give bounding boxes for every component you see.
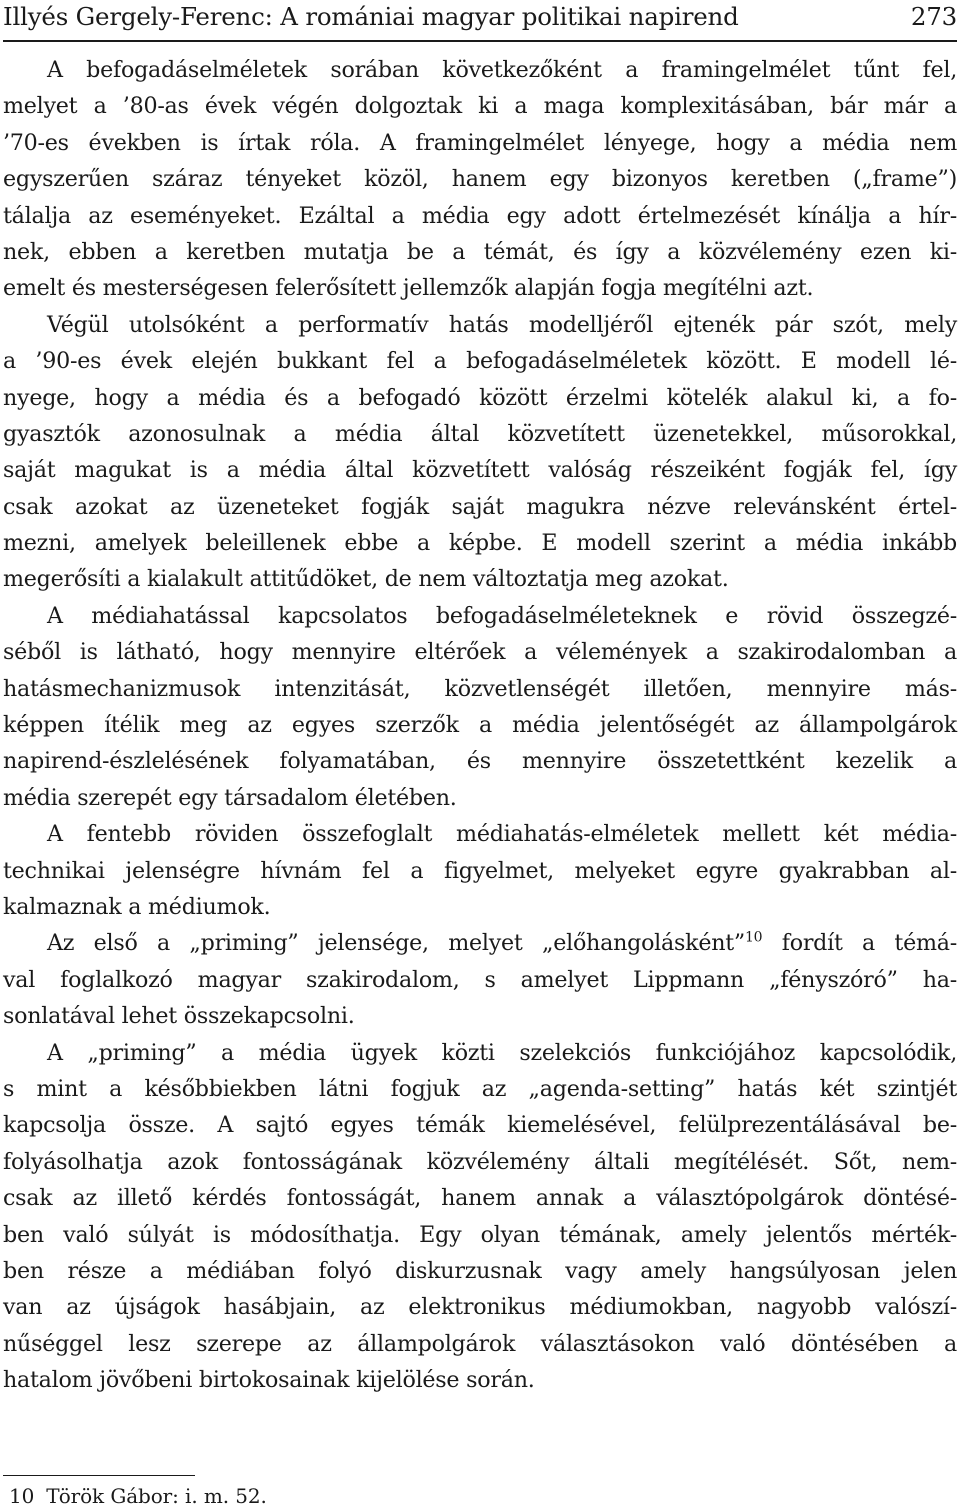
text-line: napirend-észlelésének folyamatában, és mennyire összetettként kezelik a (3, 748, 957, 775)
footnote (9, 1483, 267, 1509)
text-line: van az újságok hasábjain, az elektronikus médiumokban, nagyobb valószí- (3, 1294, 957, 1321)
footnote-reference[interactable]: 10 (745, 929, 763, 946)
text-line: egyszerűen száraz tényeket közöl, hanem egy bizonyos keretben („frame”) (3, 166, 957, 193)
text-line: A médiahatással kapcsolatos befogadáselméleteknek e rövid összegzé- (47, 602, 957, 629)
text-line-part: Az első a „priming” jelensége, melyet „előhangolásként” (47, 930, 746, 957)
text-line: nek, ebben a keretben mutatja be a témát, és így a közvélemény ezen ki- (3, 238, 957, 265)
text-line: saját magukat is a média által közvetített valóság részeiként fogják fel, így (3, 457, 957, 484)
text-line: hatalom jövőbeni birtokosainak kijelölése során. (3, 1367, 535, 1394)
text-line: képpen ítélik meg az egyes szerzők a média jelentőségét az állampolgárok (3, 712, 957, 739)
text-line: a ’90-es évek elején bukkant fel a befogadáselméletek között. E modell lé- (3, 348, 957, 375)
text-line-with-footnote-ref (3, 925, 957, 961)
text-line: nyege, hogy a média és a befogadó között érzelmi kötelék alakul ki, a fo- (3, 384, 957, 411)
text-line: kalmaznak a médiumok. (3, 893, 271, 920)
text-line: mezni, amelyek beleillenek ebbe a képbe. E modell szerint a média inkább (3, 530, 957, 557)
text-line: technikai jelenségre hívnám fel a figyelmet, melyeket egyre gyakrabban al- (3, 857, 957, 884)
footnote-number: 10 (9, 1484, 35, 1508)
text-line: val foglalkozó magyar szakirodalom, s amelyet Lippmann „fényszóró” ha- (3, 966, 957, 993)
text-line: hatásmechanizmusok intenzitását, közvetlenségét illetően, mennyire más- (3, 675, 957, 702)
text-line: ben való súlyát is módosíthatja. Egy olyan témának, amely jelentős mérték- (3, 1221, 957, 1248)
text-line: ben része a médiában folyó diskurzusnak vagy amely hangsúlyosan jelen (3, 1257, 957, 1284)
document-page (3, 0, 957, 1510)
text-line-part: fordít a témá- (762, 930, 957, 957)
text-line: melyet a ’80-as évek végén dolgoztak ki a maga komplexitásában, bár már a (3, 93, 957, 120)
text-line: ’70-es években is írtak róla. A framingelmélet lényege, hogy a média nem (3, 129, 957, 156)
text-line: s mint a későbbiekben látni fogjuk az „agenda-setting” hatás két szintjét (3, 1075, 957, 1102)
text-line: A fentebb röviden összefoglalt médiahatás-elméletek mellett két média- (47, 821, 957, 848)
footnote-text: Török Gábor: i. m. 52. (46, 1484, 267, 1508)
text-line: sonlatával lehet összekapcsolni. (3, 1003, 355, 1030)
text-line: A „priming” a média ügyek közti szelekciós funkciójához kapcsolódik, (47, 1039, 957, 1066)
text-line: gyasztók azonosulnak a média által közvetített üzenetekkel, műsorokkal, (3, 420, 957, 447)
text-line: csak az illető kérdés fontosságát, hanem annak a választópolgárok döntésé- (3, 1185, 957, 1212)
running-header-title: Illyés Gergely-Ferenc: A romániai magyar politikai napirend (3, 2, 739, 31)
body-text (3, 52, 957, 1398)
text-line: emelt és mesterségesen felerősített jellemzők alapján fogja megítélni azt. (3, 275, 814, 302)
text-line: kapcsolja össze. A sajtó egyes témák kiemelésével, felülprezentálásával be- (3, 1112, 957, 1139)
text-line: A befogadáselméletek sorában következőként a framingelmélet tűnt fel, (47, 57, 957, 83)
text-line: séből is látható, hogy mennyire eltérőek a vélemények a szakirodalomban a (3, 639, 957, 666)
header-rule (3, 40, 957, 42)
page-number: 273 (910, 2, 957, 31)
text-line: tálalja az eseményeket. Ezáltal a média egy adott értelmezését kínálja a hír- (3, 202, 957, 229)
text-line: nűséggel lesz szerepe az állampolgárok választásokon való döntésében a (3, 1330, 957, 1357)
text-line: csak azokat az üzeneteket fogják saját magukra nézve relevánsként értel- (3, 493, 957, 520)
footnote-rule (3, 1475, 195, 1476)
text-line: megerősíti a kialakult attitűdöket, de nem változtatja meg azokat. (3, 566, 729, 593)
running-header (3, 2, 957, 36)
text-line: Végül utolsóként a performatív hatás modelljéről ejtenék pár szót, mely (47, 311, 957, 338)
text-line: média szerepét egy társadalom életében. (3, 784, 457, 811)
text-line: folyásolhatja azok fontosságának közvélemény általi megítélését. Sőt, nem- (3, 1148, 957, 1175)
